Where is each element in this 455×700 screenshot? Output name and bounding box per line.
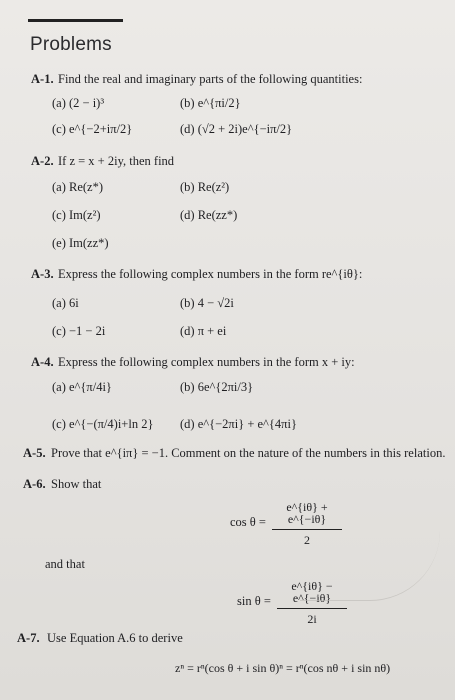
fraction-numerator: e^{iθ} + e^{−iθ} (286, 500, 328, 526)
problem-part: (e) Im(zz*) (52, 236, 109, 250)
problem-text: Express the following complex numbers in the form re^{iθ}: (58, 267, 363, 281)
problem-text: Express the following complex numbers in the form x + iy: (58, 355, 355, 369)
problem-part: (a) (2 − i)³ (52, 96, 105, 110)
equation-lhs: cos θ = (230, 515, 266, 529)
fraction-denominator: 2 (304, 533, 310, 547)
page-title: Problems (30, 34, 112, 55)
problem-part: (d) π + ei (180, 324, 227, 338)
fraction-numerator: e^{iθ} − e^{−iθ} (291, 579, 333, 605)
problem-text: Find the real and imaginary parts of the following quantities: (58, 72, 363, 86)
problem-text: Prove that e^{iπ} = −1. Comment on the nature of the numbers in this relation. (51, 446, 446, 460)
problem-number: A-6. (23, 477, 46, 491)
problem-part: (c) e^{−2+iπ/2} (52, 122, 133, 136)
fraction-bar (277, 608, 347, 609)
problem-part: (c) Im(z²) (52, 208, 101, 222)
problem-number: A-5. (23, 446, 46, 460)
problem-number: A-7. (17, 631, 40, 645)
problem-part: (b) e^{πi/2} (180, 96, 241, 110)
problem-part: (c) e^{−(π/4)i+ln 2} (52, 417, 154, 431)
problem-number: A-1. (31, 72, 54, 86)
connector-text: and that (45, 557, 85, 571)
fraction-denominator: 2i (307, 612, 317, 626)
problem-number: A-3. (31, 267, 54, 281)
problem-part: (a) 6i (52, 296, 79, 310)
problem-text: Use Equation A.6 to derive (47, 631, 183, 645)
problem-number: A-2. (31, 154, 54, 168)
problem-part: (b) 4 − √2i (180, 296, 234, 310)
problem-part: (a) e^{π/4i} (52, 380, 112, 394)
problem-text: If z = x + 2iy, then find (58, 154, 175, 168)
header-rule (28, 19, 123, 22)
problem-part: (b) Re(z²) (180, 180, 230, 194)
problem-part: (c) −1 − 2i (52, 324, 106, 338)
problem-part: (d) Re(zz*) (180, 208, 238, 222)
problem-part: (d) (√2 + 2i)e^{−iπ/2} (180, 122, 293, 136)
equation: zⁿ = rⁿ(cos θ + i sin θ)ⁿ = rⁿ(cos nθ + i sin nθ) (175, 661, 391, 675)
equation-lhs: sin θ = (237, 594, 271, 608)
problem-part: (b) 6e^{2πi/3} (180, 380, 254, 394)
problem-part: (a) Re(z*) (52, 180, 104, 194)
problem-text: Show that (51, 477, 102, 491)
problem-number: A-4. (31, 355, 54, 369)
page-curl-shadow (300, 530, 440, 601)
problem-part: (d) e^{−2πi} + e^{4πi} (180, 417, 297, 431)
